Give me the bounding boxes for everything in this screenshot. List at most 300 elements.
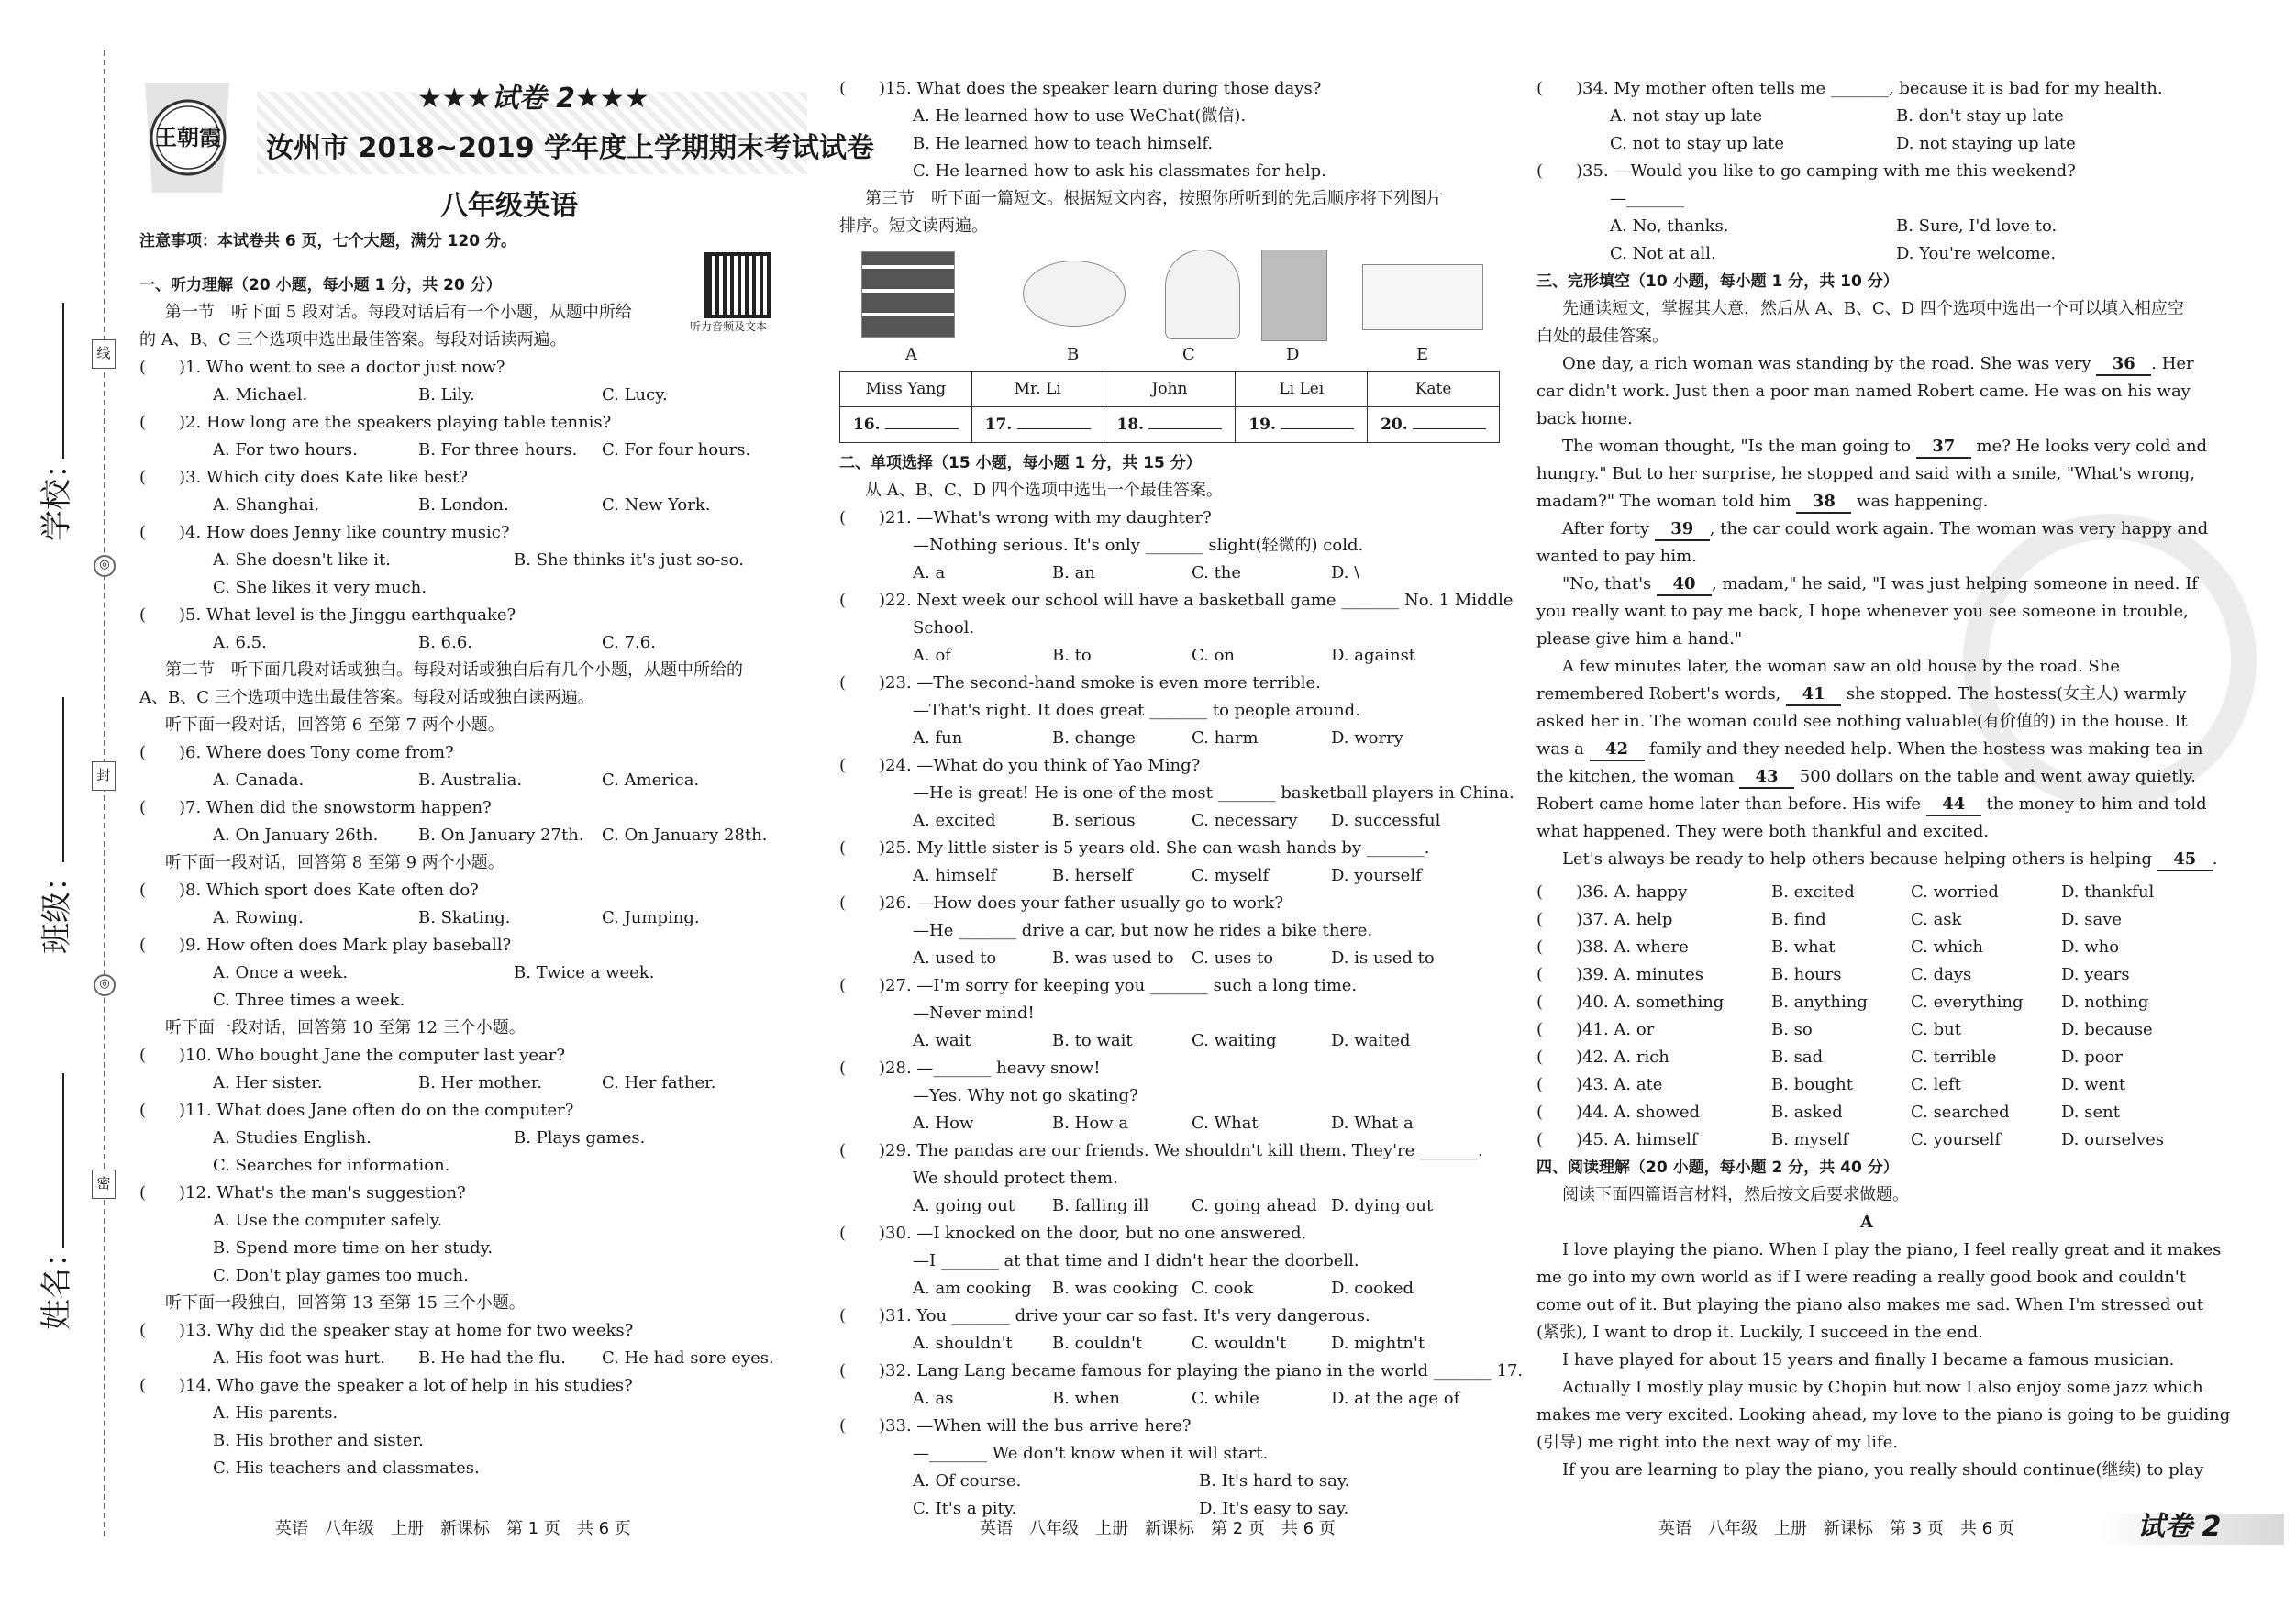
question-stem[interactable]: ( )30. —I knocked on the door, but no one answered.: [839, 1224, 1307, 1243]
question-stem[interactable]: ( )9. How often does Mark play baseball?: [139, 936, 512, 955]
option-choice[interactable]: C. left: [1911, 1075, 1961, 1094]
option-choice[interactable]: A. His foot was hurt.: [213, 1348, 385, 1368]
option-choice[interactable]: B. find: [1771, 910, 1826, 929]
cloze-options: [1536, 879, 2197, 1154]
section-heading: 二、单项选择（15 小题，每小题 1 分，共 15 分）: [839, 454, 1202, 472]
option-choice[interactable]: B. Sure, I'd love to.: [1896, 216, 2058, 236]
seal-dashed-line: [104, 50, 105, 1536]
question-stem[interactable]: ( )26. —How does your father usually go to work?: [839, 893, 1283, 913]
option-choice[interactable]: B. myself: [1771, 1130, 1849, 1149]
class-line[interactable]: [62, 697, 64, 862]
option-line: We should protect them.: [913, 1169, 1118, 1188]
option-choice[interactable]: C. on: [1192, 646, 1236, 665]
option-choice[interactable]: A. not stay up late: [1610, 106, 1763, 126]
option-choice[interactable]: B. How a: [1052, 1114, 1129, 1133]
option-choice[interactable]: B. 6.6.: [418, 633, 473, 652]
section-heading: 一、听力理解（20 小题，每小题 1 分，共 20 分）: [139, 276, 502, 294]
option-row: [839, 1468, 1500, 1495]
option-choice[interactable]: A. excited: [913, 811, 996, 830]
instruction-text: Actually I mostly play music by Chopin but now I also enjoy some jazz which: [1562, 1378, 2203, 1397]
instruction-text: 听下面一段对话，回答第 8 至第 9 两个小题。: [165, 853, 505, 872]
option-row: [839, 1385, 1500, 1413]
question-stem[interactable]: ( )32. Lang Lang became famous for playing the piano in the world _______ 17.: [839, 1361, 1524, 1381]
cloze-text: .: [2212, 849, 2218, 869]
option-choice[interactable]: A. himself: [913, 866, 997, 885]
option-choice[interactable]: C. yourself: [1911, 1130, 2002, 1149]
instruction-text: 从 A、B、C、D 四个选项中选出一个最佳答案。: [865, 481, 1223, 500]
option-choice[interactable]: B. For three hours.: [418, 440, 578, 460]
option-choice[interactable]: ( )45. A. himself: [1536, 1130, 1698, 1149]
option-choice[interactable]: D. What a: [1331, 1114, 1414, 1133]
option-choice[interactable]: B. Australia.: [418, 771, 523, 790]
option-choice[interactable]: D. successful: [1331, 811, 1441, 830]
option-choice[interactable]: B. falling ill: [1052, 1196, 1149, 1215]
option-choice[interactable]: D. nothing: [2061, 993, 2149, 1012]
cloze-text: she stopped. The hostess(女主人) warmly: [1841, 684, 2187, 704]
cloze-text: Let's always be ready to help others because helping others is helping: [1562, 849, 2157, 869]
cloze-blank[interactable]: 37: [1916, 437, 1971, 459]
question-stem[interactable]: ( )29. The pandas are our friends. We shouldn't kill them. They're _______.: [839, 1141, 1483, 1160]
cloze-text: was a: [1536, 739, 1590, 759]
cloze-line: [1536, 405, 2197, 433]
cloze-blank[interactable]: 45: [2157, 849, 2213, 871]
option-choice[interactable]: B. so: [1771, 1020, 1813, 1039]
cloze-blank[interactable]: 40: [1657, 574, 1712, 596]
option-line: C. Three times a week.: [213, 991, 405, 1010]
option-choice[interactable]: A. going out: [913, 1196, 1015, 1215]
option-choice[interactable]: D. cooked: [1331, 1279, 1414, 1298]
cloze-option-row: [1536, 961, 2197, 989]
binding-margin: [0, 0, 138, 1597]
cloze-blank[interactable]: 43: [1739, 767, 1794, 789]
exam-paper-badge: ★★★试卷 2★★★: [417, 83, 649, 115]
option-row: [139, 437, 800, 464]
option-choice[interactable]: B. Plays games.: [514, 1128, 646, 1148]
question-stem[interactable]: ( )21. —What's wrong with my daughter?: [839, 508, 1212, 527]
option-choice[interactable]: C. Her father.: [602, 1073, 716, 1092]
option-choice[interactable]: B. London.: [418, 495, 509, 515]
option-row: [839, 1192, 1500, 1220]
instruction-text: 听下面一段对话，回答第 10 至第 12 三个小题。: [165, 1018, 526, 1037]
option-choice[interactable]: A. She doesn't like it.: [213, 550, 391, 570]
cloze-text: me? He looks very cold and: [1970, 437, 2208, 456]
cloze-line: [1536, 516, 2209, 543]
option-row: [139, 1125, 800, 1152]
question-stem[interactable]: ( )25. My little sister is 5 years old. She can wash hands by _______.: [839, 838, 1430, 858]
picture-girl-planting: [1165, 250, 1240, 339]
picture-stamps: [861, 251, 955, 338]
exam-notice: 注意事项：本试卷共 6 页，七个大题，满分 120 分。: [139, 232, 516, 250]
option-choice[interactable]: B. don't stay up late: [1896, 106, 2064, 126]
answer-cell-19[interactable]: 19.: [1236, 407, 1368, 443]
cloze-blank[interactable]: 36: [2096, 354, 2151, 376]
answer-cell-20[interactable]: 20.: [1368, 407, 1500, 443]
cloze-option-row: [1536, 1071, 2197, 1099]
option-choice[interactable]: C. ask: [1911, 910, 1962, 929]
option-choice[interactable]: D. who: [2061, 937, 2120, 957]
answer-cell-16[interactable]: 16.: [840, 407, 972, 443]
option-choice[interactable]: C. going ahead: [1192, 1196, 1317, 1215]
cloze-text: 500 dollars on the table and went away quietly.: [1794, 767, 2196, 786]
picture-book: [1261, 250, 1327, 341]
publisher-logo: [138, 64, 238, 202]
option-choice[interactable]: B. herself: [1052, 866, 1133, 885]
table-header-cell: Li Lei: [1236, 372, 1368, 407]
option-choice[interactable]: C. wouldn't: [1192, 1334, 1287, 1353]
option-choice[interactable]: B. was cooking: [1052, 1279, 1179, 1298]
continuation-text: 排序。短文读两遍。: [839, 216, 988, 236]
option-choice[interactable]: B. an: [1052, 563, 1095, 582]
option-choice[interactable]: B. couldn't: [1052, 1334, 1143, 1353]
option-choice[interactable]: D. waited: [1331, 1031, 1411, 1050]
option-choice[interactable]: C. terrible: [1911, 1048, 1997, 1067]
option-choice[interactable]: C. not to stay up late: [1610, 134, 1785, 153]
cloze-text: you really want to pay me back, I hope whenever you see someone in trouble,: [1536, 602, 2189, 621]
column-page-1: [139, 272, 800, 1482]
option-choice[interactable]: B. Twice a week.: [514, 963, 655, 982]
option-row: [839, 1275, 1500, 1303]
option-row: [1536, 213, 2197, 240]
option-row: [139, 547, 800, 574]
option-row: [139, 382, 800, 409]
picture-label-a: A: [905, 345, 917, 364]
option-choice[interactable]: C. cook: [1192, 1279, 1254, 1298]
instruction-text: If you are learning to play the piano, you really should continue(继续) to play: [1562, 1460, 2204, 1480]
option-choice[interactable]: C. America.: [602, 771, 700, 790]
option-choice[interactable]: C. 7.6.: [602, 633, 656, 652]
option-choice[interactable]: C. What: [1192, 1114, 1259, 1133]
instruction-text: 阅读下面四篇语言材料，然后按文后要求做题。: [1562, 1185, 1909, 1204]
option-choice[interactable]: C. waiting: [1192, 1031, 1277, 1050]
option-choice[interactable]: A. Michael.: [213, 385, 308, 405]
option-choice[interactable]: B. She thinks it's just so-so.: [514, 550, 744, 570]
question-stem[interactable]: ( )15. What does the speaker learn during those days?: [839, 79, 1322, 98]
option-choice[interactable]: A. used to: [913, 948, 997, 968]
option-line: C. Searches for information.: [213, 1156, 450, 1175]
question-stem[interactable]: ( )28. —_______ heavy snow!: [839, 1059, 1101, 1078]
option-choice[interactable]: C. harm: [1192, 728, 1259, 748]
question-stem[interactable]: ( )34. My mother often tells me _______, because it is bad for my health.: [1536, 79, 2163, 98]
option-choice[interactable]: A. For two hours.: [213, 440, 358, 460]
table-header-cell: John: [1104, 372, 1236, 407]
answer-table-wrap: [839, 371, 1500, 443]
option-choice[interactable]: B. hours: [1771, 965, 1842, 984]
continuation-text: me go into my own world as if I were reading a really good book and couldn't: [1536, 1268, 2187, 1287]
option-choice[interactable]: A. On January 26th.: [213, 826, 379, 845]
cloze-line: [1536, 763, 2197, 791]
option-row: [839, 560, 1500, 587]
name-label: 姓名：: [39, 1237, 75, 1330]
option-choice[interactable]: C. It's a pity.: [913, 1499, 1017, 1518]
option-choice[interactable]: D. sent: [2061, 1103, 2120, 1122]
cloze-text: . Her: [2151, 354, 2194, 373]
picture-table-tennis: [1362, 264, 1483, 330]
option-choice[interactable]: ( )42. A. rich: [1536, 1048, 1669, 1067]
option-choice[interactable]: A. Her sister.: [213, 1073, 323, 1092]
option-choice[interactable]: D. because: [2061, 1020, 2153, 1039]
cloze-blank[interactable]: 42: [1590, 739, 1645, 761]
option-choice[interactable]: B. was used to: [1052, 948, 1174, 968]
option-choice[interactable]: B. to: [1052, 646, 1092, 665]
option-choice[interactable]: C. Not at all.: [1610, 244, 1716, 263]
option-choice[interactable]: D. \: [1331, 563, 1360, 582]
option-choice[interactable]: D. yourself: [1331, 866, 1422, 885]
cloze-option-row: [1536, 1044, 2197, 1071]
option-choice[interactable]: A. shouldn't: [913, 1334, 1013, 1353]
option-choice[interactable]: D. worry: [1331, 728, 1403, 748]
option-choice[interactable]: D. is used to: [1331, 948, 1435, 968]
option-line: C. Don't play games too much.: [213, 1266, 469, 1285]
option-choice[interactable]: C. necessary: [1192, 811, 1298, 830]
option-choice[interactable]: D. not staying up late: [1896, 134, 2076, 153]
answer-cell-18[interactable]: 18.: [1104, 407, 1236, 443]
option-choice[interactable]: B. serious: [1052, 811, 1136, 830]
option-choice[interactable]: B. Lily.: [418, 385, 475, 405]
answer-cell-17[interactable]: 17.: [971, 407, 1104, 443]
cloze-blank[interactable]: 44: [1926, 794, 1981, 816]
option-choice[interactable]: B. excited: [1771, 882, 1855, 902]
option-line: —That's right. It does great _______ to people around.: [913, 701, 1360, 720]
option-choice[interactable]: ( )36. A. happy: [1536, 882, 1688, 902]
cloze-option-row: [1536, 934, 2197, 961]
option-choice[interactable]: A. am cooking: [913, 1279, 1032, 1298]
option-choice[interactable]: B. what: [1771, 937, 1836, 957]
option-choice[interactable]: D. against: [1331, 646, 1416, 665]
option-row: [839, 1110, 1500, 1137]
cloze-text: what happened. They were both thankful and excited.: [1536, 822, 1990, 841]
option-choice[interactable]: C. Jumping.: [602, 908, 700, 927]
option-choice[interactable]: C. New York.: [602, 495, 711, 515]
option-choice[interactable]: B. to wait: [1052, 1031, 1133, 1050]
class-label: 班级：: [39, 860, 75, 954]
instruction-text: 第二节 听下面几段对话或独白。每段对话或独白后有几个小题，从题中所给的: [165, 660, 743, 680]
option-choice[interactable]: A. a: [913, 563, 946, 582]
picture-swimming: [1023, 261, 1126, 327]
cloze-blank[interactable]: 38: [1796, 492, 1851, 514]
cloze-blank[interactable]: 41: [1786, 684, 1841, 706]
option-choice[interactable]: B. bought: [1771, 1075, 1853, 1094]
question-stem[interactable]: ( )4. How does Jenny like country music?: [139, 523, 510, 542]
cloze-text: , the car could work again. The woman was very happy and: [1709, 519, 2209, 538]
instruction-text: 听下面一段独白，回答第 13 至第 15 三个小题。: [165, 1293, 526, 1313]
option-line: A. His parents.: [213, 1403, 338, 1423]
option-row: [139, 629, 800, 657]
option-choice[interactable]: ( )38. A. where: [1536, 937, 1689, 957]
cloze-text: remembered Robert's words,: [1536, 684, 1787, 704]
cloze-option-row: [1536, 1016, 2197, 1044]
option-choice[interactable]: C. Lucy.: [602, 385, 668, 405]
cloze-text: wanted to pay him.: [1536, 547, 1697, 566]
seal-char-mi: 密: [92, 1170, 116, 1199]
option-choice[interactable]: A. of: [913, 646, 951, 665]
column-page-2-top: [839, 75, 1500, 240]
option-choice[interactable]: ( )44. A. showed: [1536, 1103, 1701, 1122]
option-choice[interactable]: D. It's easy to say.: [1199, 1499, 1349, 1518]
instruction-text: 先通读短文，掌握其大意，然后从 A、B、C、D 四个选项中选出一个可以填入相应空: [1562, 299, 2184, 318]
cloze-line: [1536, 433, 2208, 460]
option-choice[interactable]: C. For four hours.: [602, 440, 751, 460]
option-choice[interactable]: B. Her mother.: [418, 1073, 543, 1092]
question-stem[interactable]: ( )14. Who gave the speaker a lot of help in his studies?: [139, 1376, 633, 1395]
option-row: [839, 1027, 1500, 1055]
question-stem[interactable]: ( )3. Which city does Kate like best?: [139, 468, 468, 487]
picture-label-c: C: [1182, 345, 1195, 364]
option-choice[interactable]: B. anything: [1771, 993, 1868, 1012]
option-choice[interactable]: C. the: [1192, 563, 1242, 582]
option-row: [839, 945, 1500, 972]
option-choice[interactable]: D. ourselves: [2061, 1130, 2164, 1149]
seal-char-feng: 封: [92, 761, 116, 791]
option-choice[interactable]: C. He had sore eyes.: [602, 1348, 774, 1368]
seal-char-xian: 线: [92, 339, 116, 369]
question-stem[interactable]: ( )2. How long are the speakers playing table tennis?: [139, 413, 612, 432]
option-line: A. He learned how to use WeChat(微信).: [913, 106, 1247, 126]
cloze-text: Robert came home later than before. His wife: [1536, 794, 1926, 814]
option-line: —_______: [1610, 189, 1684, 208]
cloze-option-row: [1536, 1099, 2197, 1126]
option-choice[interactable]: D. dying out: [1331, 1196, 1434, 1215]
seal-knot-icon: ◎: [94, 555, 116, 577]
option-choice[interactable]: D. thankful: [2061, 882, 2155, 902]
option-row: [839, 1330, 1500, 1358]
cloze-text: please give him a hand.": [1536, 629, 1743, 649]
school-label: 学校：: [39, 448, 75, 541]
option-choice[interactable]: C. myself: [1192, 866, 1270, 885]
option-choice[interactable]: ( )41. A. or: [1536, 1020, 1655, 1039]
picture-row: [839, 248, 1500, 349]
school-line[interactable]: [62, 303, 64, 459]
question-stem[interactable]: ( )7. When did the snowstorm happen?: [139, 798, 492, 817]
cloze-text: was happening.: [1851, 492, 1989, 511]
option-choice[interactable]: A. fun: [913, 728, 963, 748]
option-choice[interactable]: B. On January 27th.: [418, 826, 584, 845]
option-choice[interactable]: C. everything: [1911, 993, 2024, 1012]
option-line: —He _______ drive a car, but now he rides a bike there.: [913, 921, 1373, 940]
option-choice[interactable]: C. uses to: [1192, 948, 1274, 968]
question-stem[interactable]: ( )22. Next week our school will have a basketball game _______ No. 1 Middle: [839, 591, 1514, 610]
question-stem[interactable]: ( )8. Which sport does Kate often do?: [139, 881, 479, 900]
seal-knot-icon: ◎: [94, 974, 116, 996]
picture-label-d: D: [1286, 345, 1300, 364]
option-choice[interactable]: A. Once a week.: [213, 963, 349, 982]
option-choice[interactable]: C. searched: [1911, 1103, 2010, 1122]
cloze-text: car didn't work. Just then a poor man named Robert came. He was on his way: [1536, 382, 2191, 401]
option-choice[interactable]: D. save: [2061, 910, 2123, 929]
answer-table: [839, 371, 1500, 443]
cloze-option-row: [1536, 879, 2197, 906]
option-row: [839, 862, 1500, 890]
option-choice[interactable]: A. Rowing.: [213, 908, 304, 927]
option-line: —He is great! He is one of the most _______ basketball players in China.: [913, 783, 1514, 803]
option-choice[interactable]: A. wait: [913, 1031, 971, 1050]
question-stem[interactable]: ( )13. Why did the speaker stay at home for two weeks?: [139, 1321, 634, 1340]
option-row: [839, 642, 1500, 670]
option-choice[interactable]: B. when: [1052, 1389, 1120, 1408]
qr-caption: 听力音频及文本: [690, 320, 768, 333]
question-stem[interactable]: ( )33. —When will the bus arrive here?: [839, 1416, 1192, 1436]
option-choice[interactable]: A. Studies English.: [213, 1128, 372, 1148]
question-stem[interactable]: ( )12. What's the man's suggestion?: [139, 1183, 466, 1203]
option-choice[interactable]: C. On January 28th.: [602, 826, 768, 845]
cloze-line: [1536, 846, 2218, 873]
question-stem[interactable]: ( )6. Where does Tony come from?: [139, 743, 454, 762]
option-choice[interactable]: C. days: [1911, 965, 1972, 984]
option-choice[interactable]: B. Skating.: [418, 908, 511, 927]
cloze-blank[interactable]: 39: [1655, 519, 1710, 541]
table-header-cell: Miss Yang: [840, 372, 972, 407]
option-choice[interactable]: A. as: [913, 1389, 954, 1408]
name-line[interactable]: [62, 1073, 64, 1248]
question-stem[interactable]: ( )10. Who bought Jane the computer last year?: [139, 1046, 565, 1065]
picture-label-e: E: [1416, 345, 1429, 364]
option-choice[interactable]: A. No, thanks.: [1610, 216, 1729, 236]
question-stem[interactable]: ( )35. —Would you like to go camping with me this weekend?: [1536, 161, 2076, 181]
option-choice[interactable]: B. It's hard to say.: [1199, 1471, 1350, 1491]
option-choice[interactable]: ( )43. A. ate: [1536, 1075, 1663, 1094]
option-line: C. She likes it very much.: [213, 578, 427, 597]
instruction-text: 第三节 听下面一篇短文。根据短文内容，按照你所听到的先后顺序将下列图片: [865, 189, 1443, 208]
instruction-text: 第一节 听下面 5 段对话。每段对话后有一个小题，从题中所给: [165, 303, 632, 322]
question-stem[interactable]: ( )5. What level is the Jinggu earthquake?: [139, 605, 516, 625]
picture-labels: [839, 341, 1500, 369]
option-choice[interactable]: A. Canada.: [213, 771, 305, 790]
option-row: [839, 807, 1500, 835]
option-choice[interactable]: C. which: [1911, 937, 1984, 957]
option-choice[interactable]: B. change: [1052, 728, 1136, 748]
logo-text: 王朝霞: [155, 124, 221, 150]
option-choice[interactable]: C. while: [1192, 1389, 1259, 1408]
option-choice[interactable]: ( )40. A. something: [1536, 993, 1725, 1012]
option-line: —Nothing serious. It's only _______ slight(轻微的) cold.: [913, 536, 1364, 555]
option-choice[interactable]: D. mightn't: [1331, 1334, 1425, 1353]
cloze-text: After forty: [1562, 519, 1655, 538]
picture-label-b: B: [1067, 345, 1080, 364]
question-stem[interactable]: ( )1. Who went to see a doctor just now?: [139, 358, 505, 377]
option-choice[interactable]: D. went: [2061, 1075, 2126, 1094]
option-choice[interactable]: B. He had the flu.: [418, 1348, 566, 1368]
option-choice[interactable]: D. poor: [2061, 1048, 2124, 1067]
option-choice[interactable]: C. worried: [1911, 882, 1999, 902]
option-choice[interactable]: D. You're welcome.: [1896, 244, 2057, 263]
question-stem[interactable]: ( )24. —What do you think of Yao Ming?: [839, 756, 1201, 775]
option-row: [139, 1070, 800, 1097]
option-choice[interactable]: D. at the age of: [1331, 1389, 1460, 1408]
question-stem[interactable]: ( )11. What does Jane often do on the computer?: [139, 1101, 574, 1120]
option-choice[interactable]: C. but: [1911, 1020, 1961, 1039]
section-heading: 三、完形填空（10 小题，每小题 1 分，共 10 分）: [1536, 272, 1899, 291]
question-stem[interactable]: ( )31. You _______ drive your car so fast. It's very dangerous.: [839, 1306, 1370, 1325]
option-choice[interactable]: B. asked: [1771, 1103, 1843, 1122]
cloze-text: A few minutes later, the woman saw an old house by the road. She: [1562, 657, 2120, 676]
option-choice[interactable]: A. Shanghai.: [213, 495, 320, 515]
cloze-text: back home.: [1536, 409, 1633, 428]
question-stem[interactable]: ( )23. —The second-hand smoke is even more terrible.: [839, 673, 1321, 693]
column-page-3-top: [1536, 75, 2197, 350]
continuation-text: makes me very excited. Looking ahead, my love to the piano is going to be guiding: [1536, 1405, 2231, 1425]
option-choice[interactable]: A. Of course.: [913, 1471, 1022, 1491]
question-stem[interactable]: ( )27. —I'm sorry for keeping you _______ such a long time.: [839, 976, 1358, 995]
option-row: [139, 767, 800, 794]
option-choice[interactable]: B. sad: [1771, 1048, 1824, 1067]
table-header-cell: Kate: [1368, 372, 1500, 407]
continuation-text: (紧张), I want to drop it. Luckily, I succeed in the end.: [1536, 1323, 1983, 1342]
option-choice[interactable]: A. How: [913, 1114, 974, 1133]
footer-page-2: 英语 八年级 上册 新课标 第 2 页 共 6 页: [980, 1519, 1336, 1538]
option-choice[interactable]: ( )37. A. help: [1536, 910, 1673, 929]
option-choice[interactable]: ( )39. A. minutes: [1536, 965, 1703, 984]
option-choice[interactable]: A. 6.5.: [213, 633, 267, 652]
option-choice[interactable]: D. years: [2061, 965, 2130, 984]
